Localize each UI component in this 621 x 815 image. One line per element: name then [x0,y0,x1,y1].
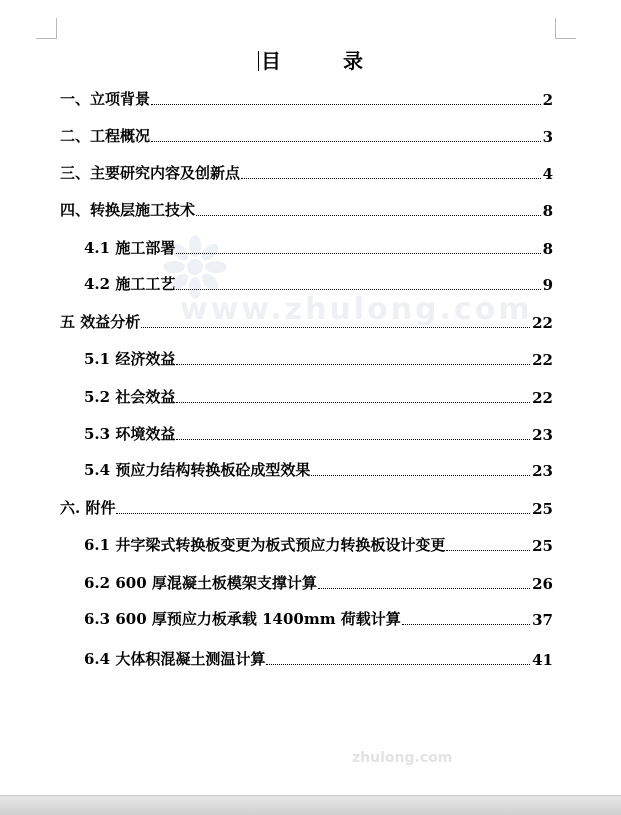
toc-entry[interactable] [84,647,553,669]
toc-entry[interactable] [84,272,553,294]
toc-page-number: 23 [532,426,553,444]
toc-page-number: 2 [542,91,553,109]
toc-entry[interactable] [60,310,553,332]
crop-mark-top-left [36,18,57,39]
toc-entry-label: 四、转换层施工技术 [60,201,196,219]
toc-entry[interactable] [84,571,553,593]
title-part-1: 目 [261,49,281,73]
toc-entry[interactable] [60,87,553,109]
toc-page-number: 26 [532,575,553,593]
toc-entry[interactable] [84,533,553,555]
toc-page-number: 22 [532,351,553,369]
toc-page-number: 4 [542,165,553,183]
toc-leader-dots [402,624,530,625]
toc-leader-dots [176,402,530,403]
toc-entry-label: 三、主要研究内容及创新点 [60,164,241,182]
toc-entry-label: 4.1 施工部署 [84,239,176,257]
title-part-2: 录 [343,49,363,73]
toc-entry[interactable] [84,385,553,407]
toc-page-number: 22 [532,389,553,407]
toc-page-number: 25 [532,500,553,518]
toc-leader-dots [318,588,530,589]
toc-page-number: 3 [542,128,553,146]
toc-entry-label: 六. 附件 [60,499,116,517]
toc-page-number: 22 [532,314,553,332]
toc-entry-label: 4.2 施工工艺 [84,275,176,293]
toc-entry-label: 五 效益分析 [60,313,141,331]
toc-page-number: 23 [532,462,553,480]
toc-entry[interactable] [84,607,553,629]
toc-entry-label: 6.3 600 厚预应力板承载 1400mm 荷载计算 [84,610,401,628]
toc-leader-dots [176,439,530,440]
crop-mark-top-right [555,18,576,39]
toc-entry-label: 6.4 大体积混凝土测温计算 [84,650,266,668]
toc-leader-dots [116,513,530,514]
toc-page-number: 41 [532,651,553,669]
toc-leader-dots [311,475,530,476]
toc-entry[interactable] [60,161,553,183]
toc-entry-label: 5.2 社会效益 [84,388,176,406]
toc-leader-dots [141,327,530,328]
toc-leader-dots [176,364,530,365]
toc-page-number: 8 [542,202,553,220]
toc-entry[interactable] [60,496,553,518]
url-watermark: www.zhulong.com [180,292,533,327]
toc-page-number: 25 [532,537,553,555]
toc-entry[interactable] [60,124,553,146]
toc-entry-label: 6.2 600 厚混凝土板模架支撑计算 [84,574,317,592]
toc-entry-label: 一、立项背景 [60,90,151,108]
toc-page-number: 8 [542,240,553,258]
toc-entry-label: 二、工程概况 [60,127,151,145]
toc-entry-label: 6.1 井字梁式转换板变更为板式预应力转换板设计变更 [84,536,446,554]
toc-leader-dots [151,104,541,105]
toc-leader-dots [266,664,530,665]
toc-entry-label: 5.1 经济效益 [84,350,176,368]
toc-page-number: 9 [542,276,553,294]
toc-entry-label: 5.3 环境效益 [84,425,176,443]
toc-entry[interactable] [60,198,553,220]
toc-entry[interactable] [84,458,553,480]
toc-entry-label: 5.4 预应力结构转换板砼成型效果 [84,461,311,479]
toc-leader-dots [151,141,541,142]
toc-leader-dots [196,215,541,216]
toc-leader-dots [176,253,540,254]
page-title [0,45,621,74]
toc-leader-dots [176,289,540,290]
toc-page-number: 37 [532,611,553,629]
toc-entry[interactable] [84,347,553,369]
window-bottom-bar [0,795,621,815]
text-cursor [258,51,259,71]
bottom-watermark: zhulong.com [352,750,453,766]
toc-leader-dots [446,550,530,551]
toc-entry[interactable] [84,236,553,258]
toc-leader-dots [241,178,541,179]
toc-entry[interactable] [84,422,553,444]
